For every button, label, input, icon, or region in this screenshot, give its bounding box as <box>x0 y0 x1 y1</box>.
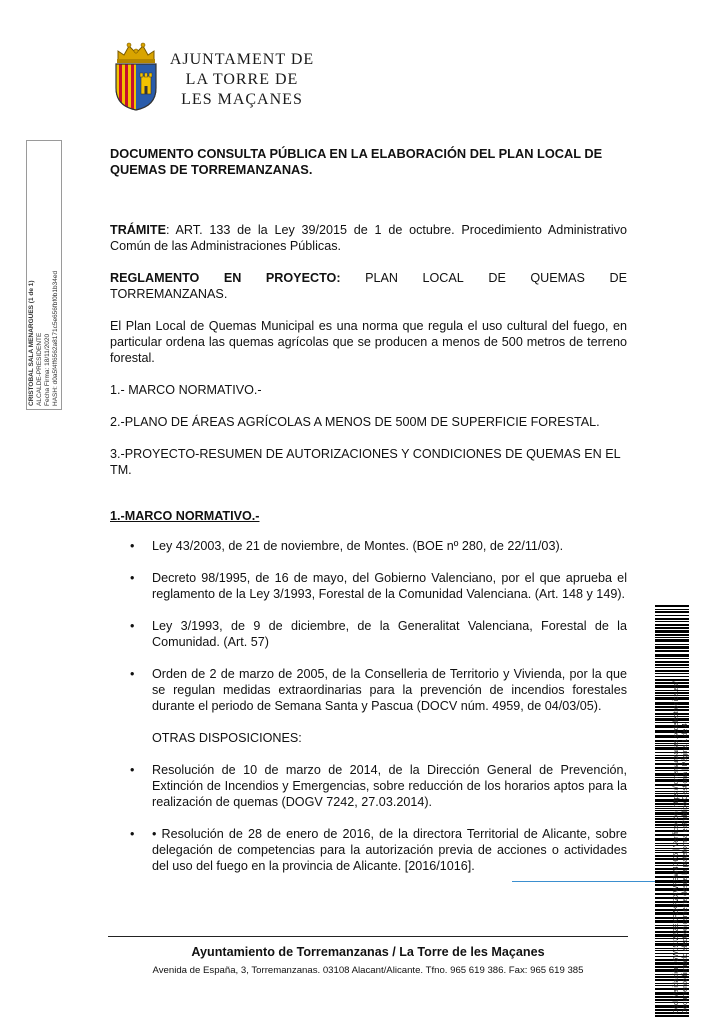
reglamento-word: EN <box>223 271 242 285</box>
list-item <box>110 538 627 554</box>
list-item <box>110 826 627 874</box>
document-title: DOCUMENTO CONSULTA PÚBLICA EN LA ELABORACIÓN DEL PLAN LOCAL DE QUEMAS DE TORREMANZANAS. <box>110 146 603 177</box>
bullet-icon: • <box>130 763 135 777</box>
reference-text: • Resolución de 28 de enero de 2016, de la directora Territorial de Alicante, sobre delegación de competencias para la autorización previa de acciones o actividades del uso del fuego en la provincia de Alicante. [2016/1016]. <box>152 827 627 873</box>
reglamento-line-2: TORREMANZANAS. <box>110 287 228 301</box>
other-references-list <box>110 762 627 874</box>
index-item: 1.- MARCO NORMATIVO.- <box>110 383 262 397</box>
verification-line-2: Documento firmado electrónicamente desde la plataforma esPublico Gestiona | Página 1 de 4 <box>682 723 689 1014</box>
reference-text: Orden de 2 de marzo de 2005, de la Conselleria de Territorio y Vivienda, por la que se regulan medidas extraordinarias para la prevención de incendios forestales durante el periodo de Semana Santa y Pascua (DOCV núm. 4959, de 04/03/05). <box>152 667 627 713</box>
list-item <box>110 618 627 650</box>
reglamento-paragraph <box>110 270 627 302</box>
verification-line-1: Cód. Validación: 6WJ5JZ52EXFZKFZXWFSW4DK6 | Verificación: https://torremanzanas.sedelectronica.es/ <box>673 681 680 1014</box>
bullet-icon: • <box>130 619 135 633</box>
list-item <box>110 762 627 810</box>
bullet-icon: • <box>130 827 135 841</box>
stamp-role: ALCALDE-PRESIDENTE <box>36 332 43 406</box>
reference-text: Decreto 98/1995, de 16 de mayo, del Gobierno Valenciano, por el que aprueba el reglamento de la Ley 3/1993, Forestal de la Comunidad Valenciana. (Art. 148 y 149). <box>152 571 627 601</box>
footer-divider <box>108 936 628 937</box>
org-name-line-2: LA TORRE DE <box>185 71 299 88</box>
stamp-signer: CRISTOBAL SALA MENARGUES (1 de 1) <box>28 280 35 406</box>
bullet-icon: • <box>130 667 135 681</box>
reglamento-word: PLAN <box>365 271 398 285</box>
reglamento-word: DE <box>488 271 506 285</box>
section-heading: 1.-MARCO NORMATIVO.- <box>110 509 260 523</box>
verification-text <box>672 614 690 1014</box>
list-item <box>110 570 627 602</box>
reference-text: Ley 43/2003, de 21 de noviembre, de Montes. (BOE nº 280, de 22/11/03). <box>152 539 564 553</box>
reglamento-word: QUEMAS <box>530 271 585 285</box>
signature-stamp <box>26 140 62 410</box>
reglamento-word: PROYECTO: <box>265 271 341 285</box>
stamp-hash: HASH: d0a5f4ff6562a8171c5e656fbf0b1b34ed <box>52 270 59 406</box>
coat-of-arms-logo <box>112 40 160 112</box>
index-item: 2.-PLANO DE ÁREAS AGRÍCOLAS A MENOS DE 500M DE SUPERFICIE FORESTAL. <box>110 415 600 429</box>
footer-title: Ayuntamiento de Torremanzanas / La Torre de les Maçanes <box>191 945 545 959</box>
document-body <box>110 146 627 874</box>
references-list <box>110 538 627 714</box>
reglamento-word: REGLAMENTO <box>110 271 200 285</box>
org-name-line-1: AJUNTAMENT DE <box>169 51 315 68</box>
tramite-text: : ART. 133 de la Ley 39/2015 de 1 de octubre. Procedimiento Administrativo Común de las Administraciones Públicas. <box>110 223 627 253</box>
intro-paragraph: El Plan Local de Quemas Municipal es una norma que regula el uso cultural del fuego, en particular ordena las quemas agrícolas que se producen a menos de 500 metros de terreno forestal. <box>110 319 627 365</box>
tramite-label: TRÁMITE <box>110 223 166 237</box>
link-underline <box>512 881 658 882</box>
tramite-paragraph <box>110 222 627 254</box>
org-name-line-3: LES MAÇANES <box>181 91 303 108</box>
other-provisions-heading: OTRAS DISPOSICIONES: <box>152 731 302 745</box>
stamp-date: Fecha Firma: 18/11/2020 <box>44 333 51 406</box>
footer-address: Avenida de España, 3, Torremanzanas. 03108 Alacant/Alicante. Tfno. 965 619 386. Fax: 965 619 385 <box>152 965 584 976</box>
reglamento-line-1 <box>110 270 627 286</box>
reference-text: Ley 3/1993, de 9 de diciembre, de la Generalitat Valenciana, Forestal de la Comunidad. (Art. 57) <box>152 619 627 649</box>
municipality-name <box>162 50 322 110</box>
list-item <box>110 666 627 714</box>
index-item: 3.-PROYECTO-RESUMEN DE AUTORIZACIONES Y CONDICIONES DE QUEMAS EN EL TM. <box>110 447 621 477</box>
reglamento-word: LOCAL <box>422 271 464 285</box>
bullet-icon: • <box>130 539 135 553</box>
reference-text: Resolución de 10 de marzo de 2014, de la Dirección General de Prevención, Extinción de Incendios y Emergencias, sobre reducción de los horarios aptos para la realización de quemas (DOGV 7242, 27.03.2014). <box>152 763 627 809</box>
reglamento-word: DE <box>609 271 627 285</box>
bullet-icon: • <box>130 571 135 585</box>
